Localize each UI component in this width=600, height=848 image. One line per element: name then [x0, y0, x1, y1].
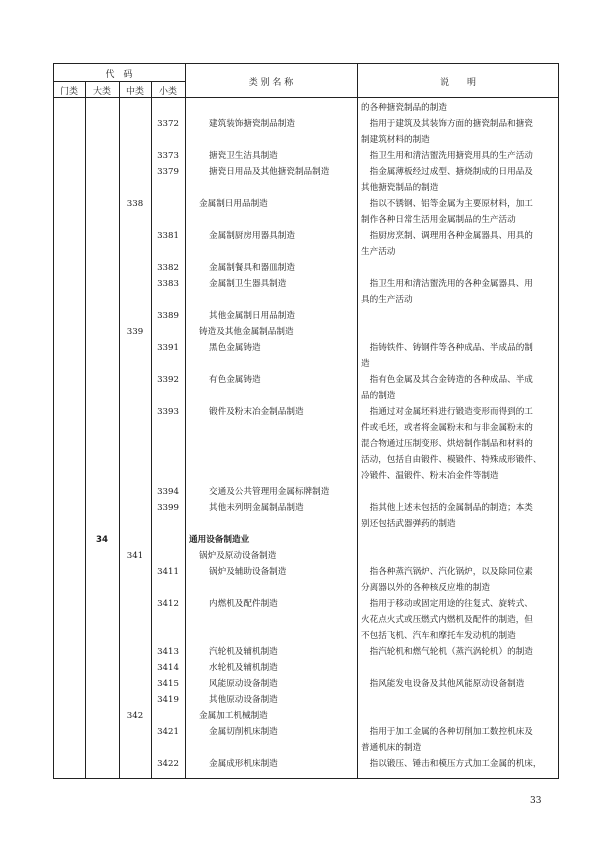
- code-small: 3394: [157, 487, 179, 497]
- category-description: 指以不锈钢、铝等金属为主要原材料，加工: [361, 199, 533, 209]
- category-name: 其他金属制日用品制造: [209, 311, 295, 321]
- code-small: 3412: [157, 599, 179, 609]
- category-description: 具的生产活动: [361, 295, 413, 305]
- category-name: 其他原动设备制造: [209, 695, 278, 705]
- category-description: 指有色金属及其合金铸造的各种成品、半成: [361, 375, 533, 385]
- category-name: 通用设备制造业: [189, 535, 250, 545]
- code-small: 3415: [157, 679, 179, 689]
- category-name: 铸造及其他金属制品制造: [199, 327, 294, 337]
- category-name: 内燃机及配件制造: [209, 599, 278, 609]
- category-description: 生产活动: [361, 247, 396, 257]
- category-description: 指卫生用和清洁盥洗用的各种金属器具、用: [361, 279, 533, 289]
- category-name: 金属制日用品制造: [199, 199, 268, 209]
- code-small: 3421: [157, 727, 179, 737]
- category-description: 指用于移动或固定用途的往复式、旋转式、: [361, 599, 533, 609]
- code-small: 3411: [157, 567, 179, 577]
- category-name: 金属制卫生器具制造: [209, 279, 287, 289]
- category-description: 冷锻件、温锻件、粉末冶金件等制造: [361, 471, 499, 481]
- code-small: 3393: [157, 407, 179, 417]
- category-name: 锅炉及辅助设备制造: [209, 567, 287, 577]
- code-small: 3379: [157, 167, 179, 177]
- category-description: 品的制造: [361, 391, 396, 401]
- category-description: 不包括飞机、汽车和摩托车发动机的制造: [361, 631, 516, 641]
- category-description: 指汽轮机和燃气轮机（蒸汽涡轮机）的制造: [361, 647, 533, 657]
- code-small: 3414: [157, 663, 179, 673]
- category-description: 其他搪瓷制品的制造: [361, 183, 439, 193]
- code-mid: 342: [126, 711, 144, 721]
- category-name: 风能原动设备制造: [209, 679, 278, 689]
- code-small: 3422: [157, 759, 179, 769]
- category-description: 指风能发电设备及其他风能原动设备制造: [361, 679, 525, 689]
- code-small: 3382: [157, 263, 179, 273]
- code-small: 3391: [157, 343, 179, 353]
- code-mid: 341: [126, 551, 144, 561]
- category-description: 造: [361, 359, 370, 369]
- category-name: 汽轮机及辅机制造: [209, 647, 278, 657]
- category-description: 的各种搪瓷制品的制造: [361, 103, 447, 113]
- code-mid: 339: [126, 327, 144, 337]
- category-name: 金属加工机械制造: [199, 711, 268, 721]
- category-name: 金属切削机床制造: [209, 727, 278, 737]
- header-door: 门类: [59, 87, 78, 97]
- category-description: 指铸铁件、铸钢件等各种成品、半成品的制: [361, 343, 533, 353]
- classification-table: [53, 63, 559, 779]
- category-description: 指金属薄板经过成型、搪烧制成的日用品及: [361, 167, 533, 177]
- col-divider: [85, 81, 86, 779]
- code-small: 3389: [157, 311, 179, 321]
- category-name: 搪瓷日用品及其他搪瓷制品制造: [209, 167, 330, 177]
- col-divider: [357, 63, 358, 779]
- col-divider: [119, 81, 120, 779]
- category-description: 普通机床的制造: [361, 743, 422, 753]
- code-small: 3399: [157, 503, 179, 513]
- category-description: 指用于建筑及其装饰方面的搪瓷制品和搪瓷: [361, 119, 533, 129]
- code-small: 3383: [157, 279, 179, 289]
- header-divider: [53, 81, 185, 82]
- category-name: 有色金属铸造: [209, 375, 261, 385]
- header-desc: 说 明: [439, 78, 476, 88]
- header-name: 类 别 名 称: [248, 78, 294, 88]
- category-description: 指厨房烹制、调理用各种金属器具、用具的: [361, 231, 533, 241]
- category-description: 件或毛坯，或者将金属粉末和与非金属粉末的: [361, 423, 533, 433]
- col-divider: [185, 63, 186, 779]
- header-mid: 中类: [125, 87, 144, 97]
- category-description: 混合物通过压制变形、烘焙制作制品和材料的: [361, 439, 533, 449]
- header-small: 小类: [158, 87, 177, 97]
- code-small: 3413: [157, 647, 179, 657]
- category-name: 水轮机及辅机制造: [209, 663, 278, 673]
- code-small: 3381: [157, 231, 179, 241]
- header-code: 代 码: [105, 70, 133, 80]
- category-name: 建筑装饰搪瓷制品制造: [209, 119, 295, 129]
- category-name: 金属成形机床制造: [209, 759, 278, 769]
- code-mid: 338: [126, 199, 144, 209]
- category-description: 制建筑材料的制造: [361, 135, 430, 145]
- category-name: 金属制厨房用器具制造: [209, 231, 295, 241]
- header-bottom: [53, 97, 559, 98]
- header-big: 大类: [92, 87, 111, 97]
- category-description: 指以锻压、锤击和模压方式加工金属的机床，: [361, 759, 542, 769]
- category-description: 指其他上述未包括的金属制品的制造；本类: [361, 503, 533, 513]
- category-name: 锅炉及原动设备制造: [199, 551, 277, 561]
- category-description: 指各种蒸汽锅炉、汽化锅炉，以及除同位素: [361, 567, 533, 577]
- category-name: 交通及公共管理用金属标牌制造: [209, 487, 330, 497]
- category-description: 指通过对金属坯料进行锻造变形而得到的工: [361, 407, 533, 417]
- category-description: 火花点火式或压燃式内燃机及配件的制造，但: [361, 615, 533, 625]
- category-description: 分离器以外的各种核反应堆的制造: [361, 583, 490, 593]
- code-small: 3419: [157, 695, 179, 705]
- code-small: 3392: [157, 375, 179, 385]
- code-small: 3373: [157, 151, 179, 161]
- category-description: 活动，包括自由锻件、模锻件、特殊成形锻件、: [361, 455, 542, 465]
- category-name: 其他未列明金属制品制造: [209, 503, 304, 513]
- category-description: 指用于加工金属的各种切削加工数控机床及: [361, 727, 533, 737]
- category-name: 锻件及粉末冶金制品制造: [209, 407, 304, 417]
- code-big: 34: [96, 535, 108, 545]
- category-description: 制作各种日常生活用金属制品的生产活动: [361, 215, 516, 225]
- code-small: 3372: [157, 119, 179, 129]
- category-name: 黑色金属铸造: [209, 343, 261, 353]
- category-description: 别还包括武器弹药的制造: [361, 519, 456, 529]
- category-name: 金属制餐具和器皿制造: [209, 263, 295, 273]
- category-name: 搪瓷卫生洁具制造: [209, 151, 278, 161]
- category-description: 指卫生用和清洁盥洗用搪瓷用具的生产活动: [361, 151, 533, 161]
- page-number: 33: [530, 796, 542, 806]
